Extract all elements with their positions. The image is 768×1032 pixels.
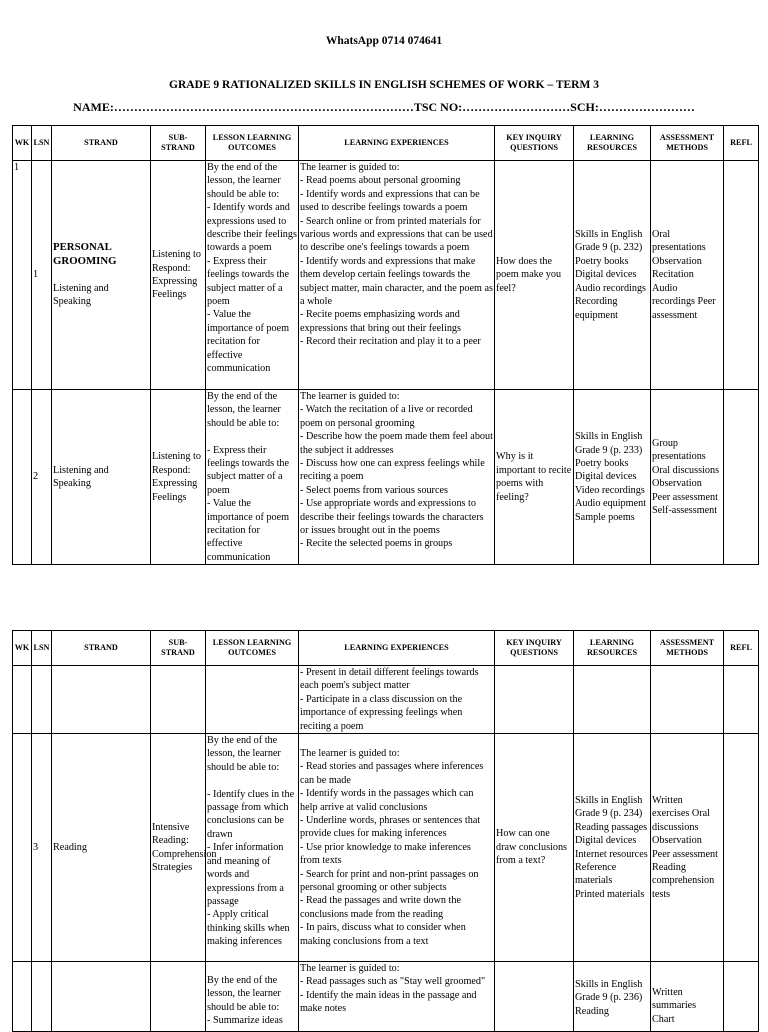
- col-header-resources: LEARNING RESOURCES: [574, 631, 651, 666]
- cell-substrand: Listening to Respond: Expressing Feelings: [151, 390, 206, 565]
- cell-lsn: 2: [32, 390, 52, 565]
- cell-strand: [52, 962, 151, 1032]
- cell-resources: [574, 666, 651, 734]
- col-header-strand: STRAND: [52, 631, 151, 666]
- col-header-substrand: SUB-STRAND: [151, 631, 206, 666]
- cell-refl: [724, 734, 759, 962]
- col-header-outcomes: LESSON LEARNING OUTCOMES: [206, 126, 299, 161]
- table-row: [13, 666, 759, 734]
- cell-substrand: Listening to Respond: Expressing Feelings: [151, 161, 206, 390]
- cell-experiences: The learner is guided to: - Read stories and passages where inferences can be made - Identify words in the passages which can help arrive at valid conclusions - Underline words, phrases or sentences that provide clues for making inferences - Use prior knowledge to make inferences from texts - Search for print and non-print passages on personal grooming or other subjects - Read the passages and write down the conclusions made from the reading - In pairs, discuss what to consider when making conclusions from a text: [299, 734, 495, 962]
- col-header-lsn: LSN: [32, 126, 52, 161]
- cell-experiences: - Present in detail different feelings towards each poem's subject matter - Participate in a class discussion on the importance of expressing feelings when reciting a poem: [299, 666, 495, 734]
- table-header-row: [13, 126, 759, 161]
- cell-inquiry: How can one draw conclusions from a text?: [495, 734, 574, 962]
- cell-outcomes: By the end of the lesson, the learner should be able to: - Summarize ideas: [206, 962, 299, 1032]
- cell-assessment: Group presentations Oral discussions Observation Peer assessment Self-assessment: [651, 390, 724, 565]
- strand-theme: PERSONAL GROOMING: [53, 241, 117, 267]
- cell-resources: Skills in English Grade 9 (p. 232) Poetry books Digital devices Audio recordings Recording equipment: [574, 161, 651, 390]
- table-header-row: [13, 631, 759, 666]
- col-header-inquiry: KEY INQUIRY QUESTIONS: [495, 631, 574, 666]
- col-header-substrand: SUB-STRAND: [151, 126, 206, 161]
- scheme-table-page-2: [12, 630, 759, 1032]
- cell-substrand: [151, 962, 206, 1032]
- cell-wk: [13, 734, 32, 962]
- cell-outcomes: By the end of the lesson, the learner should be able to: - Identify clues in the passage from which conclusions can be drawn - Infer information and meaning of words and expressions from a passage - Apply critical thinking skills when making inferences: [206, 734, 299, 962]
- col-header-strand: STRAND: [52, 126, 151, 161]
- col-header-refl: REFL: [724, 631, 759, 666]
- col-header-refl: REFL: [724, 126, 759, 161]
- cell-strand: [52, 666, 151, 734]
- whatsapp-contact: WhatsApp 0714 074641: [325, 35, 443, 47]
- col-header-assessment: ASSESSMENT METHODS: [651, 631, 724, 666]
- cell-substrand: [151, 666, 206, 734]
- col-header-lsn: LSN: [32, 631, 52, 666]
- name-fill-line: NAME:…………………………………………………………………TSC NO:………………………SCH:……………………: [73, 100, 695, 114]
- table-row: [13, 962, 759, 1032]
- cell-wk: [13, 390, 32, 565]
- col-header-wk: WK: [13, 126, 32, 161]
- cell-strand: [52, 161, 151, 390]
- col-header-inquiry: KEY INQUIRY QUESTIONS: [495, 126, 574, 161]
- cell-refl: [724, 161, 759, 390]
- cell-assessment: Oral presentations Observation Recitation Audio recordings Peer assessment: [651, 161, 724, 390]
- cell-wk: [13, 666, 32, 734]
- col-header-wk: WK: [13, 631, 32, 666]
- col-header-experiences: LEARNING EXPERIENCES: [299, 631, 495, 666]
- table-row: [13, 734, 759, 962]
- col-header-experiences: LEARNING EXPERIENCES: [299, 126, 495, 161]
- cell-wk: [13, 962, 32, 1032]
- strand-name: Listening and Speaking: [53, 283, 109, 308]
- cell-experiences: The learner is guided to: - Read poems about personal grooming - Identify words and expressions that can be used to describe feelings towards a poem - Search online or from printed materials for various words and expressions that can be used to describe one's feelings towards a poem - Identify words and expressions that make them develop certain feelings towards the subject matter, main character, and the poem as a whole - Recite poems emphasizing words and expressions that bring out their feelings - Record their recitation and play it to a peer: [299, 161, 495, 390]
- cell-strand: Listening and Speaking: [52, 390, 151, 565]
- cell-lsn: 3: [32, 734, 52, 962]
- cell-resources: Skills in English Grade 9 (p. 233) Poetry books Digital devices Video recordings Audio equipment Sample poems: [574, 390, 651, 565]
- cell-lsn: 1: [32, 161, 52, 390]
- cell-experiences: The learner is guided to: - Read passages such as "Stay well groomed" - Identify the main ideas in the passage and make notes: [299, 962, 495, 1032]
- scheme-table-page-1: [12, 125, 759, 565]
- cell-refl: [724, 666, 759, 734]
- cell-inquiry: [495, 962, 574, 1032]
- cell-lsn: [32, 962, 52, 1032]
- cell-strand: Reading: [52, 734, 151, 962]
- document-title: GRADE 9 RATIONALIZED SKILLS IN ENGLISH SCHEMES OF WORK – TERM 3: [169, 79, 599, 91]
- cell-experiences: The learner is guided to: - Watch the recitation of a live or recorded poem on personal grooming - Describe how the poem made them feel about the subject it addresses - Discuss how one can express feelings while reciting a poem - Select poems from various sources - Use appropriate words and expressions to describe their feelings towards the characters or issues brought out in the poems - Recite the selected poems in groups: [299, 390, 495, 565]
- cell-inquiry: Why is it important to recite poems with feeling?: [495, 390, 574, 565]
- cell-assessment: Written summaries Chart: [651, 962, 724, 1032]
- col-header-outcomes: LESSON LEARNING OUTCOMES: [206, 631, 299, 666]
- cell-assessment: Written exercises Oral discussions Observation Peer assessment Reading comprehension tests: [651, 734, 724, 962]
- cell-resources: Skills in English Grade 9 (p. 234) Reading passages Digital devices Internet resources Reference materials Printed materials: [574, 734, 651, 962]
- cell-inquiry: How does the poem make you feel?: [495, 161, 574, 390]
- cell-resources: Skills in English Grade 9 (p. 236) Reading: [574, 962, 651, 1032]
- cell-outcomes: [206, 666, 299, 734]
- cell-outcomes: By the end of the lesson, the learner should be able to: - Identify words and expressions used to describe their feelings towards a poem - Express their feelings towards the subject matter of a poem - Value the importance of poem recitation for effective communication: [206, 161, 299, 390]
- cell-assessment: [651, 666, 724, 734]
- col-header-assessment: ASSESSMENT METHODS: [651, 126, 724, 161]
- col-header-resources: LEARNING RESOURCES: [574, 126, 651, 161]
- table-row: [13, 161, 759, 390]
- cell-inquiry: [495, 666, 574, 734]
- cell-substrand: Intensive Reading: Comprehension Strategies: [151, 734, 206, 962]
- table-row: [13, 390, 759, 565]
- cell-lsn: [32, 666, 52, 734]
- cell-refl: [724, 962, 759, 1032]
- cell-wk: 1: [13, 161, 32, 390]
- cell-refl: [724, 390, 759, 565]
- cell-outcomes: By the end of the lesson, the learner should be able to: - Express their feelings towards the subject matter of a poem - Value the importance of poem recitation for effective communication: [206, 390, 299, 565]
